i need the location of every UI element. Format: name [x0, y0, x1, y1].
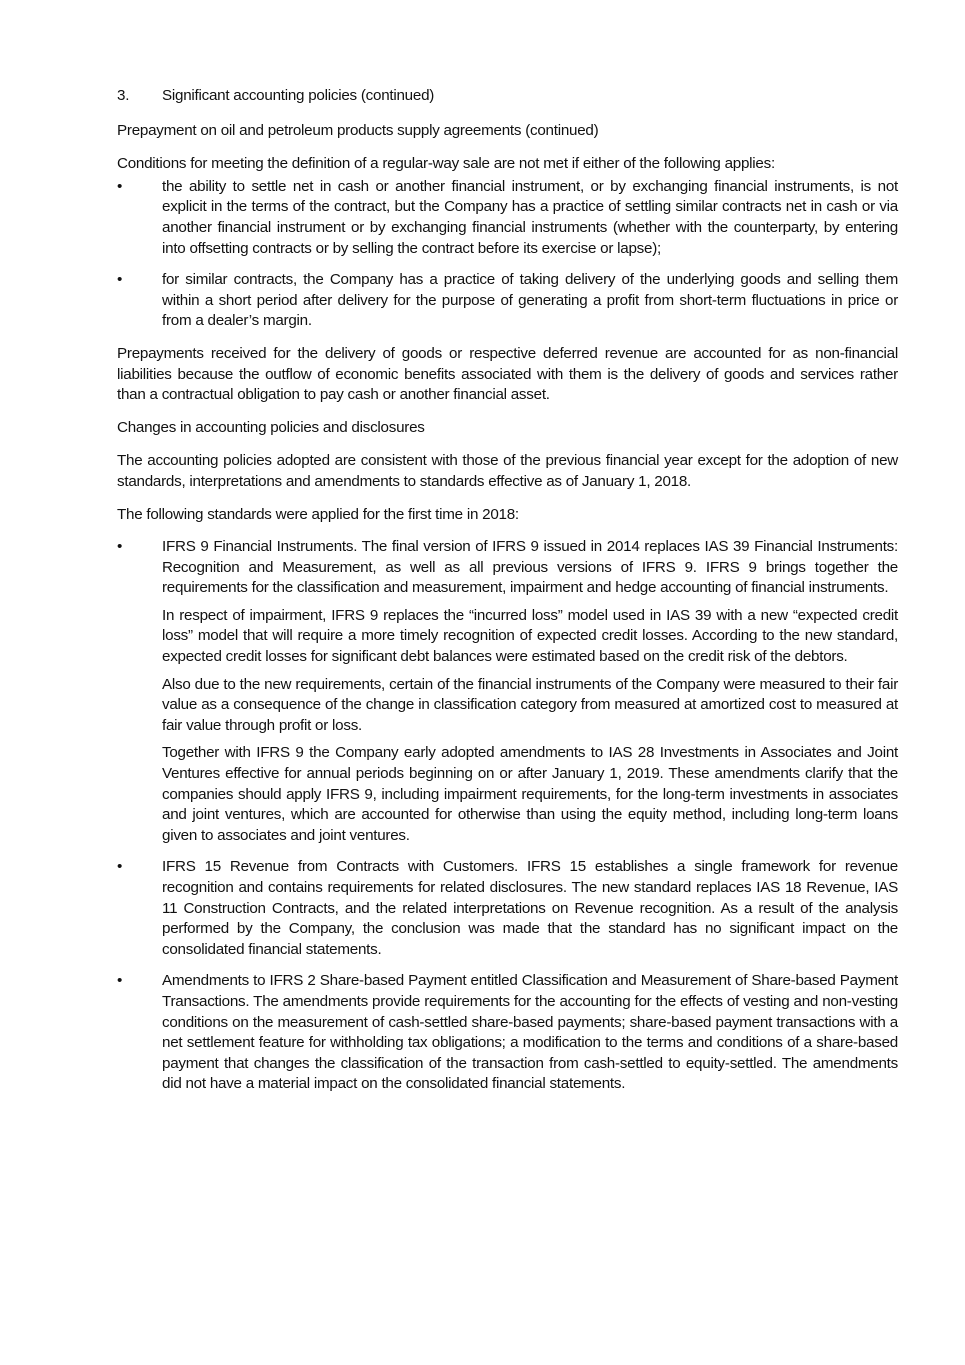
bullet-icon: • [117, 271, 123, 289]
prepayment-intro: Conditions for meeting the definition of a regular-way sale are not met if either of the following applies: [117, 155, 775, 173]
prepayment-heading: Prepayment on oil and petroleum products supply agreements (continued) [117, 121, 599, 139]
changes-paragraph: The accounting policies adopted are consistent with those of the previous financial year except for the adoption of new standards, interpretations and amendments to standards effective as of January 1, 2018. [117, 452, 898, 490]
prepayment-closing: Prepayments received for the delivery of goods or respective deferred revenue are accounted for as non-financial liabilities because the outflow of economic benefits associated with them is the delivery of goods and services rather than a contractual obligation to pay cash or another financial asset. [117, 344, 898, 404]
ifrs9-impairment: In respect of impairment, IFRS 9 replaces the “incurred loss” model used in IAS 39 with a new “expected credit loss” model that will require a more timely recognition of expected credit losses. According to the new standard, expected credit losses for significant debt balances were estimated based on the credit risk of the debtors. [162, 606, 898, 666]
condition-text: the ability to settle net in cash or another financial instrument, or by exchanging financial instruments, is not explicit in the terms of the contract, but the Company has a practice of settling similar contracts net in cash or via another financial instrument or by exchanging financial instruments (whether with the counterparty, by entering into offsetting contracts or by selling the contract before its exercise or lapse); [162, 177, 898, 257]
ifrs15-summary: IFRS 15 Revenue from Contracts with Customers. IFRS 15 establishes a single framework for revenue recognition and contains requirements for related disclosures. The new standard replaces IAS 18 Revenue, IAS 11 Construction Contracts, and the related interpretations on Revenue recognition. As a result of the analysis performed by the Company, the conclusion was made that the standard has no significant impact on the consolidated financial statements. [162, 858, 898, 958]
standards-intro: The following standards were applied for the first time in 2018: [117, 505, 519, 523]
section-heading [117, 86, 898, 107]
bullet-icon: • [117, 858, 123, 876]
standards-list [117, 537, 898, 1095]
prepayment-conditions-list [117, 177, 898, 332]
list-item [117, 971, 898, 1095]
section-number: 3. [117, 87, 130, 104]
list-item [117, 270, 898, 332]
ifrs9-fair-value: Also due to the new requirements, certain of the financial instruments of the Company were measured to their fair value as a consequence of the change in classification category from measured at amortized cost to measured at fair value through profit or loss. [162, 675, 898, 734]
section-title: Significant accounting policies (continued) [162, 87, 435, 104]
ifrs9-ias28: Together with IFRS 9 the Company early adopted amendments to IAS 28 Investments in Associates and Joint Ventures effective for annual periods beginning on or after January 1, 2019. These amendments clarify that the companies should apply IFRS 9, including impairment requirements, for the long-term investments in associates and joint ventures, which are accounted for otherwise than using the equity method, including long-term loans given to associates and joint ventures. [162, 744, 898, 844]
bullet-icon: • [117, 538, 123, 556]
list-item [117, 537, 898, 846]
list-item [117, 857, 898, 960]
changes-heading: Changes in accounting policies and disclosures [117, 418, 425, 436]
ifrs2-summary: Amendments to IFRS 2 Share-based Payment entitled Classification and Measurement of Share-based Payment Transactions. The amendments provide requirements for the accounting for the effects of vesting and non-vesting conditions on the measurement of cash-settled share-based payments; share-based payment transactions with a net settlement feature for withholding tax obligations; a modification to the terms and conditions of a share-based payment that changes the classification of the transaction from cash-settled to equity-settled. The amendments did not have a material impact on the consolidated financial statements. [162, 972, 898, 1093]
list-item [117, 177, 898, 259]
bullet-icon: • [117, 177, 123, 195]
bullet-icon: • [117, 972, 123, 990]
condition-text: for similar contracts, the Company has a practice of taking delivery of the underlying goods and selling them within a short period after delivery for the purpose of generating a profit from short-term fluctuations in price or from a dealer’s margin. [162, 271, 898, 330]
ifrs9-summary: IFRS 9 Financial Instruments. The final version of IFRS 9 issued in 2014 replaces IAS 39 Financial Instruments: Recognition and Measurement, as well as all previous versions of IFRS 9. IFRS 9 brings together the requirements for the classification and measurement, impairment and hedge accounting of financial instruments. [162, 538, 898, 597]
document-page [117, 86, 898, 1107]
